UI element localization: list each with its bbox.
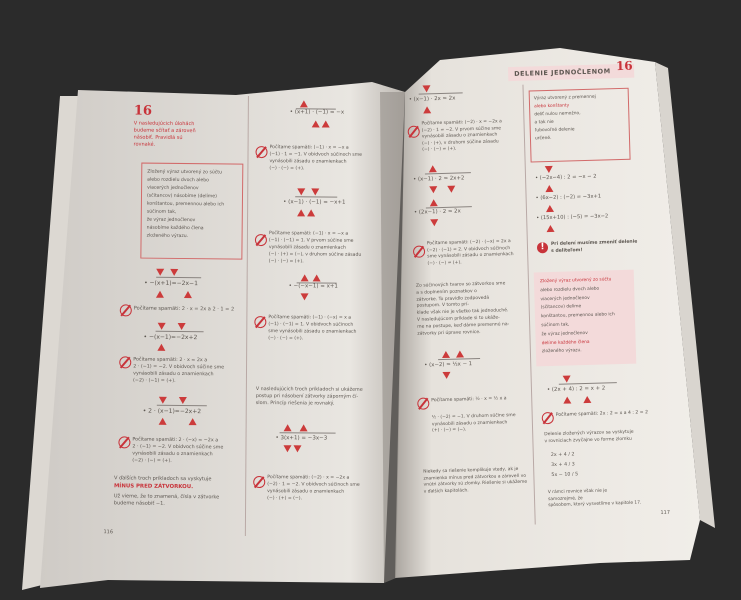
arrow-down-icon: [293, 445, 301, 452]
rule-box-2-text: [540, 276, 616, 357]
explanation-line: V nasledujúcich troch príkladoch si ukážeme: [255, 387, 363, 393]
mid-count-3: [268, 314, 356, 343]
count-line: Počítame spamäti: (−1) · x = −x a: [269, 145, 349, 151]
count-line: (−) · (−) = (+).: [268, 336, 304, 342]
arrow-up-icon: [300, 424, 308, 431]
count-line: sme vynásobili zásadu o znamienkach: [427, 252, 514, 260]
count-line: vynásobili zásadu o znamienkach: [267, 489, 345, 495]
arrow-down-icon: [159, 397, 167, 404]
fraction-1: 2x + 4 / 2: [550, 452, 575, 459]
arrow-up-icon: [583, 396, 591, 403]
paragraph-line: vnútri zátvorky sú zlomky. Riešenie si ukážeme: [423, 479, 528, 488]
arrow-up-icon: [157, 344, 165, 351]
expression-1: • −(x+1)=−2x−1: [144, 279, 198, 288]
right-expression-2: • (x−1) · 2 = 2x+2: [412, 175, 465, 183]
count-line: (−) · (−) = (+).: [422, 146, 457, 153]
count-1: Počítame spamäti: 2 · x = 2x a 2 · 1 = 2: [133, 305, 235, 313]
arrow-down-icon: [430, 219, 438, 226]
rule-box-text: [147, 169, 225, 242]
no-calculator-icon: [255, 234, 267, 246]
chapter-title: DELENIE JEDNOČLENOM: [514, 67, 611, 78]
rule-line: alebo rozdielu dvoch alebo: [147, 177, 209, 184]
rule-line: že výraz jednočlenov: [146, 217, 196, 224]
rule-line: zloženého výrazu.: [146, 233, 189, 240]
arrow-down-icon: [283, 445, 291, 452]
right-col-expression-4: • (2x + 4) : 2 = x + 2: [546, 385, 606, 394]
arrow-down-icon: [545, 166, 553, 173]
rule-line: viacerých jednočlenov: [147, 185, 199, 192]
count-line: Počítame spamäti: (−2) · (−x) = 2x a: [426, 239, 511, 247]
division-line: v rovniciach zvyčajne vo forme zlomku: [544, 436, 632, 445]
count-line: (−1) · 1 = −1. V obidvoch súčinoch sme: [269, 152, 363, 158]
count-line: Počítame spamäti: (−1) · x = −x a: [268, 231, 349, 237]
bracket-line: [157, 405, 207, 407]
paragraph-line: zátvorke. To pravidlo zodpovedá: [416, 295, 490, 303]
division-line: Delenie zložených výrazov sa vyskytuje: [544, 429, 634, 438]
explanation-line: postup pri násobení zátvorky záporným čí-: [255, 394, 359, 400]
rule-line: delíme každého člena: [541, 339, 590, 346]
rule-line: konštantou, premennou alebo ich: [540, 312, 615, 320]
bracket-line: [156, 277, 201, 278]
rule-line: (sčítancov) násobíme (delíme): [146, 193, 217, 200]
no-calculator-icon: [408, 126, 420, 138]
count-line: (−) · (+), v druhom súčine zásadu: [421, 139, 499, 147]
right-page-number: 117: [660, 509, 671, 517]
count-line: vynásobili zásadu o znamienkach: [269, 159, 347, 165]
arrow-down-icon: [297, 188, 305, 195]
warning-text: [551, 240, 638, 256]
final-line: spôsobom, ktorý vysvetlíme v kapitole 17.: [548, 500, 642, 509]
arrow-up-icon: [423, 106, 431, 113]
paragraph-line: v ďalších kapitolách.: [423, 488, 469, 495]
fraction-3: 5x − 10 / 5: [551, 472, 579, 479]
right-count-1: [421, 119, 502, 154]
explanation-line: slom. Princíp riešenia je rovnaký.: [255, 401, 335, 407]
rule-line: že výraz jednočlenov: [541, 330, 588, 338]
count-line: (−) · (−) = (+).: [427, 260, 462, 267]
division-text: [544, 430, 634, 446]
mid-explanation: [256, 386, 363, 408]
rule-box-1-text: [534, 94, 597, 144]
no-calculator-icon: [119, 356, 131, 368]
paragraph-line: zátvorky pri úprave rovnice.: [417, 329, 481, 337]
final-line: V rámci rovnice však nie je: [547, 488, 608, 496]
right-middle-paragraph: [416, 281, 510, 338]
warning-line: Pri delení musíme zmeniť delenie: [550, 239, 638, 247]
count-line: Počítame spamäti: (−1) · (−x) = x a: [268, 315, 352, 321]
rule-line: konštantou, premennou alebo ich: [146, 201, 225, 208]
arrow-up-icon: [429, 165, 437, 172]
expression-3: • 2 · (x−1)=−2x+2: [142, 407, 202, 416]
closing-line: Už vieme, že to znamená, čísla v zátvorke: [113, 493, 220, 501]
count-line: 2 · (−1) = −2. V obidvoch súčine sme: [132, 444, 224, 451]
warning-icon: !: [537, 242, 548, 253]
arrow-up-icon: [184, 291, 192, 298]
rule-line: súčinom tak,: [541, 322, 570, 329]
rule-line: zloženého výrazu.: [541, 348, 582, 355]
arrow-up-icon: [189, 418, 197, 425]
right-expression-1: • (x−1) · 2x = 2x: [408, 95, 456, 103]
final-line: samozrejmé, že: [547, 495, 583, 502]
right-col-expression-1: • (−2x−4) : 2 = −x − 2: [534, 173, 597, 182]
final-text: [548, 488, 642, 510]
rule-box-1: [529, 88, 631, 163]
arrow-up-icon: [545, 185, 553, 192]
intro-line: V nasledujúcich úlohách: [133, 120, 195, 128]
count-line: vynásobili zásadu o znamienkach: [132, 451, 213, 458]
mid-count-2: [269, 230, 362, 266]
rule-line: alebo konštanty: [534, 103, 570, 110]
arrow-up-icon: [284, 424, 292, 431]
minus-title: MÍNUS PRED ZÁTVORKOU.: [113, 483, 194, 491]
count-3: [132, 436, 223, 465]
fraction-2: 3x + 4 / 3: [551, 462, 575, 469]
right-expression-4: • (x−2) = ½x − 1: [424, 361, 473, 369]
bracket-line: [559, 382, 617, 385]
no-calculator-icon: [255, 146, 267, 158]
no-calculator-icon: [417, 397, 429, 409]
count-line: Počítame spamäti: (−2) · x = −2x a: [421, 119, 502, 127]
arrow-down-icon: [447, 186, 455, 193]
count-line: (−1) · (−1) = 1. V obidvoch súčinoch: [268, 322, 354, 328]
no-calculator-icon: [120, 304, 132, 316]
no-calculator-icon: [254, 316, 266, 328]
count-line: (+) · (−) = (−).: [432, 427, 467, 434]
count-line: 2 · (−1) = −2. V obidvoch súčine sme: [133, 364, 225, 371]
left-page-number: 116: [103, 529, 114, 536]
paragraph-line: znamienko mínus pred zátvorkou a zároveň vo: [423, 473, 527, 482]
mid-expression-3: • −(−x−1) = x+1: [288, 283, 338, 290]
right-expression-3: • (2x−1) · 2 = 2x: [413, 208, 461, 216]
paragraph-line: me na postupe, keď dáme premennú na-: [417, 321, 510, 330]
count-line: vynásobili zásadu o znamienkach: [268, 245, 346, 251]
right-col-expression-2: • (6x−2) : (−2) = −3x+1: [535, 193, 602, 202]
count-line: (−2) · 1 = −2. V obidvoch súčinoch sme: [267, 482, 360, 488]
mid-expression-4: • 3(x+1) = −3x−3: [275, 435, 328, 442]
bracket-line: [438, 358, 480, 360]
count-line: Počítame spamäti: (−2) · x = −2x a: [267, 475, 350, 481]
rule-line: súčinom tak,: [146, 209, 177, 215]
rule-line: deliť nulou nemožno,: [534, 111, 581, 118]
closing-line: budeme násobiť −1.: [113, 500, 165, 507]
no-calculator-icon: [542, 412, 554, 424]
rule-line: a tak nie: [534, 119, 554, 126]
closing-text-2: [114, 493, 220, 508]
count-line: vynásobili zásadu o znamienkach: [421, 132, 498, 140]
rule-line: viacerých jednočlenov: [540, 295, 590, 302]
arrow-up-icon: [442, 351, 450, 358]
count-line: (−1) · (−1) = 1. V prvom súčine sme: [268, 238, 354, 244]
arrow-up-icon: [563, 396, 571, 403]
arrow-down-icon: [563, 375, 571, 382]
left-section-number: 16: [133, 103, 153, 119]
arrow-up-icon: [546, 225, 554, 232]
right-section-number: 16: [615, 58, 633, 74]
count-line: (−) · (+) = (−).: [267, 496, 303, 502]
arrow-up-icon: [312, 120, 320, 127]
count-line: (−) · (−) = (+).: [269, 166, 305, 172]
rule-line: Zložený výraz utvorený zo súčtu: [147, 169, 223, 176]
arrow-up-icon: [156, 291, 164, 298]
arrow-up-icon: [300, 100, 308, 107]
right-col-count-1: Počítame spamäti: 2x : 2 = x a 4 : 2 = 2: [555, 410, 649, 418]
arrow-up-icon: [430, 199, 438, 206]
bracket-line: [295, 196, 337, 197]
paragraph-line: Zo súčinových tvarov so zátvorkou sme: [415, 281, 506, 289]
mid-expression-2: • (x−1) · (−1) = −x+1: [283, 199, 346, 206]
rule-line: ľubovoľné delenie: [534, 127, 575, 134]
bracket-line: [156, 331, 204, 333]
mid-count-4: [267, 474, 360, 503]
bracket-line: [280, 432, 336, 433]
arrow-up-icon: [313, 274, 321, 281]
arrow-down-icon: [422, 85, 430, 92]
count-line: vynásobili zásadu o znamienkach: [133, 371, 214, 378]
paragraph-line: klade však nie je všetko tak jednoduché.: [416, 308, 509, 316]
arrow-up-icon: [322, 120, 330, 127]
arrow-up-icon: [307, 209, 315, 216]
right-count-3: Počítame spamäti: ½ · x = ½ x a: [431, 396, 507, 404]
count-line: (−2) · 1 = −2. V prvom súčine sme: [421, 125, 502, 134]
intro-line: budeme sčítať a zároveň: [133, 127, 196, 135]
arrow-up-icon: [297, 209, 305, 216]
count-line: Počítame spamäti: 2 · x = 2x a: [133, 357, 208, 364]
no-calculator-icon: [253, 476, 265, 488]
rule-line: násobíme každého člena: [146, 225, 204, 232]
arrow-down-icon: [311, 188, 319, 195]
rule-line: (sčítancov) delíme: [540, 304, 582, 311]
arrow-up-icon: [301, 274, 309, 281]
arrow-down-icon: [158, 323, 166, 330]
arrow-up-icon: [456, 350, 464, 357]
right-bottom-paragraph: [423, 467, 527, 496]
paragraph-line: a s doplnením poznatkov o: [416, 288, 477, 296]
paragraph-line: postupom. V tomto prí-: [416, 302, 470, 310]
expression-2: • −(x−1)=−2x+2: [143, 333, 198, 342]
closing-text: V ďalších troch príkladoch sa vyskytuje: [114, 475, 212, 483]
paragraph-line: Niekedy sa riešenie komplikuje vtedy, ak je: [423, 466, 519, 475]
count-line: sme vynásobili zásadu o znamienkach: [268, 329, 357, 335]
left-intro-text: [133, 120, 253, 149]
mid-expression-1: • (x+1) · (−1) = −x: [289, 109, 345, 116]
rule-line: Zložený výraz utvorený zo súčtu: [539, 277, 612, 285]
count-line: (−2) · (−) = (+).: [132, 458, 172, 464]
count-line: (−) · (+) = (−), v druhom súčine zásadu: [268, 252, 362, 258]
right-count-2: [427, 239, 514, 268]
paragraph-line: V nasledujúcom príklade si to ukáže-: [416, 315, 500, 323]
mid-count-1: [269, 144, 362, 173]
no-calculator-icon: [118, 436, 130, 448]
warning-line: s deliteľom!: [551, 247, 583, 254]
count-2: [133, 356, 224, 385]
arrow-down-icon: [429, 186, 437, 193]
intro-line: rovnaké.: [133, 141, 156, 148]
bracket-line: [419, 92, 463, 94]
right-col-expression-3: • (15x+10) : (−5) = −3x−2: [536, 213, 609, 222]
count-line: vynásobili zásadu o znamienkach: [431, 419, 508, 427]
no-calculator-icon: [413, 245, 425, 257]
count-line: (−2) · (−1) = 2. V obidvoch súčinoch: [426, 245, 511, 254]
rule-line: Výraz utvorený z premennej: [533, 94, 596, 102]
count-line: (−2) · (−1) = (+).: [133, 378, 176, 384]
rule-line: určené.: [534, 135, 552, 142]
bracket-line: [425, 172, 471, 174]
count-line: ½ · (−2) = −1. V druhom súčine sme: [431, 413, 516, 421]
count-line: (−) · (−) = (+).: [268, 259, 304, 265]
rule-line: alebo rozdielu dvoch alebo: [540, 286, 600, 294]
arrow-down-icon: [170, 269, 178, 276]
arrow-up-icon: [159, 418, 167, 425]
arrow-down-icon: [156, 269, 164, 276]
count-line: Počítame spamäti: 2 · (−x) = −2x a: [132, 437, 219, 444]
arrow-down-icon: [301, 293, 309, 300]
arrow-down-icon: [178, 323, 186, 330]
arrow-down-icon: [442, 372, 450, 379]
arrow-down-icon: [179, 397, 187, 404]
arrow-up-icon: [546, 205, 554, 212]
intro-line: násobiť. Pravidlá sú: [133, 134, 183, 141]
right-count-4: [432, 413, 516, 435]
rule-box: [140, 163, 243, 260]
